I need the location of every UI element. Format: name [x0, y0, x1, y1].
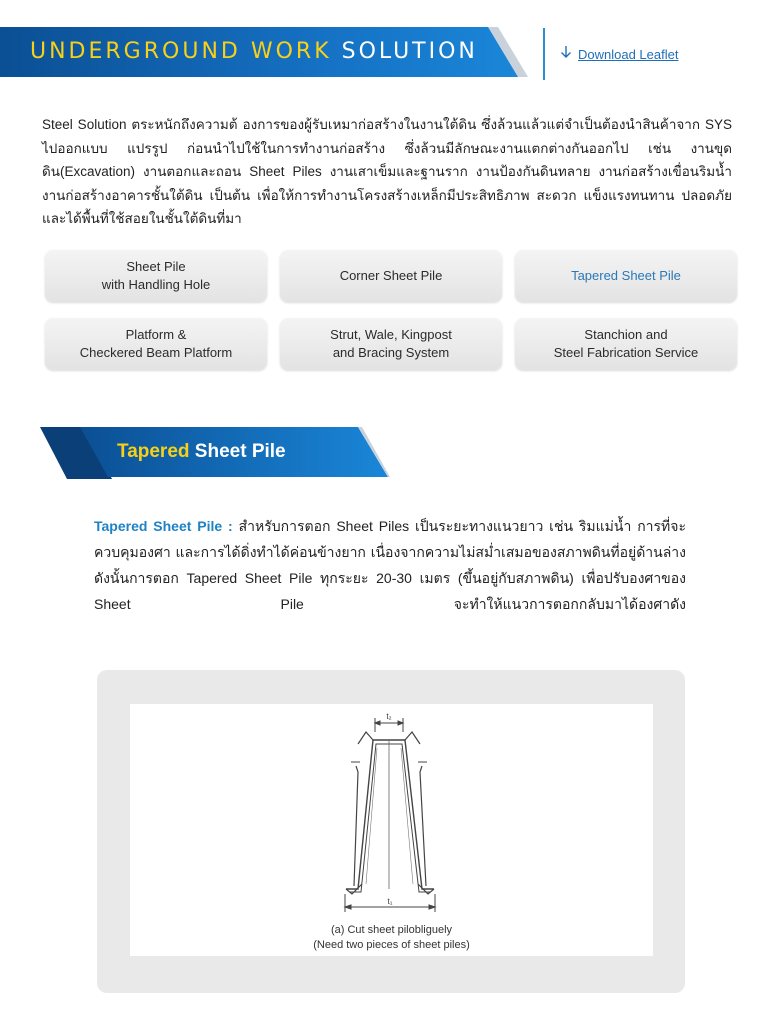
product-button-corner-sheet-pile[interactable]: Corner Sheet Pile	[280, 250, 502, 302]
dimension-label-bottom: t₁	[387, 897, 393, 906]
product-menu	[45, 250, 737, 370]
section-title-highlight: Tapered	[117, 441, 190, 462]
description-lead: Tapered Sheet Pile :	[94, 518, 233, 534]
section-title-rest: Sheet Pile	[194, 441, 286, 462]
figure-caption-1: (a) Cut sheet pilobliguely	[330, 924, 453, 936]
dimension-label-top: t₂	[386, 712, 392, 721]
figure-caption-2: (Need two pieces of sheet piles)	[313, 939, 470, 951]
section-title	[117, 441, 286, 463]
title-word-underground: UNDERGROUND	[30, 39, 241, 64]
product-button-platform[interactable]: Platform & Checkered Beam Platform	[45, 318, 267, 370]
download-leaflet-label: Download Leaflet	[578, 46, 679, 62]
description-paragraph	[94, 513, 686, 617]
sheet-pile-drawing	[130, 704, 653, 956]
intro-paragraph: Steel Solution ตระหนักถึงความต้ องการของผู้รับเหมาก่อสร้างในงานใต้ดิน ซึ่งล้วนแล้วแต่จำเป็นต้องนำสินค้าจาก SYS ไปออกแบบ แปรรูป ก่อนนำไปใช้ในการทำงานก่อสร้าง ซึ่งล้วนมีลักษณะงานแตกต่างกันออกไป เช่น งานขุดดิน(Excavation) งานตอกและถอน Sheet Piles งานเสาเข็มและฐานราก งานป้องกันดินทลาย งานก่อสร้างเขื่อนริมน้ำ งานก่อสร้างอาคารชั้นใต้ดิน เป็นต้น เพื่อให้การทำงานโครงสร้างเหล็กมีประสิทธิภาพ สะดวก แข็งแรงทนทาน ปลอดภัย และได้พื้นที่ใช้สอยในชั้นใต้ดินที่มา	[42, 117, 732, 226]
title-word-work: WORK	[250, 39, 332, 64]
header-divider	[543, 28, 545, 80]
description-text: สำหรับการตอก Sheet Piles เป็นระยะทางแนวยาว เช่น ริมแม่น้ำ การที่จะควบคุมองศา และการได้ดิ่งทำได้ค่อนข้างยาก เนื่องจากความไม่สม่ำเสมอของสภาพดินที่อยู่ด้านล่าง ดังนั้นการตอก Tapered Sheet Pile ทุกระยะ 20-30 เมตร (ขึ้นอยู่กับสภาพดิน) เพื่อปรับองศาของ Sheet Pile จะทำให้แนวการตอกกลับมาได้องศาดัง	[94, 518, 687, 612]
product-button-tapered-sheet-pile[interactable]: Tapered Sheet Pile	[515, 250, 737, 302]
tapered-sheet-pile-diagram	[130, 704, 653, 956]
product-button-stanchion[interactable]: Stanchion and Steel Fabrication Service	[515, 318, 737, 370]
download-leaflet-link[interactable]	[560, 45, 678, 63]
product-button-sheet-pile-handling-hole[interactable]: Sheet Pile with Handling Hole	[45, 250, 267, 302]
section-banner	[40, 427, 390, 479]
arrow-down-icon	[560, 45, 572, 63]
page-title	[30, 39, 478, 64]
product-button-strut-wale-kingpost[interactable]: Strut, Wale, Kingpost and Bracing System	[280, 318, 502, 370]
title-word-solution: SOLUTION	[341, 39, 478, 64]
header-banner	[0, 27, 528, 77]
